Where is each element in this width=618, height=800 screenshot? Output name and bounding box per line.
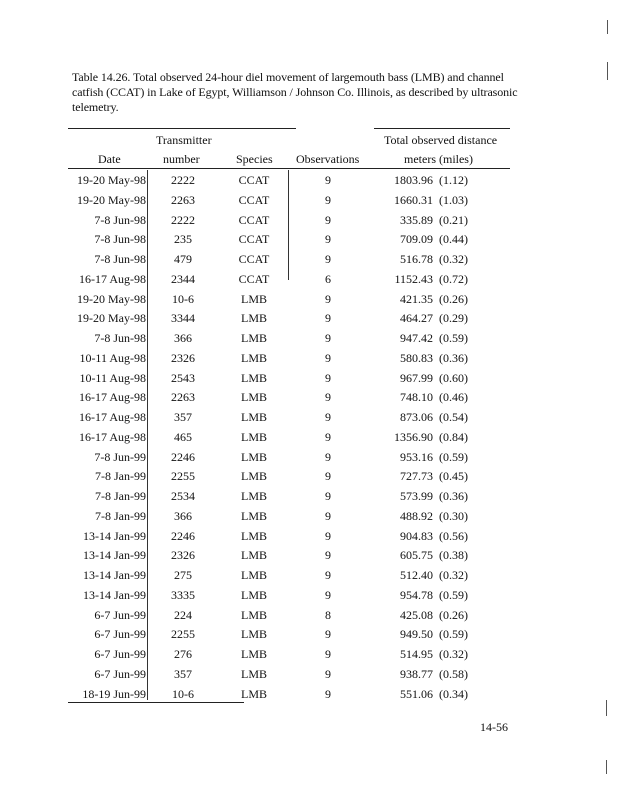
cell-distance-miles: (1.12) <box>439 173 468 187</box>
cell-distance-miles: (1.03) <box>439 193 468 207</box>
cell-date: 7-8 Jun-99 <box>94 450 146 464</box>
page-number: 14-56 <box>480 720 508 734</box>
cell-distance <box>374 469 468 483</box>
cell-observations: 9 <box>325 410 331 424</box>
cell-date: 19-20 May-98 <box>77 173 146 187</box>
cell-observations: 9 <box>325 371 331 385</box>
cell-transmitter-number: 2222 <box>171 213 195 227</box>
cell-distance <box>374 529 468 543</box>
cell-transmitter-number: 357 <box>174 410 192 424</box>
cell-date: 13-14 Jan-99 <box>83 548 146 562</box>
cell-date: 16-17 Aug-98 <box>79 430 146 444</box>
cell-species: LMB <box>240 450 267 464</box>
cell-species: LMB <box>240 667 267 681</box>
scan-mark <box>607 20 608 34</box>
table-bottom-rule <box>68 702 244 703</box>
cell-transmitter-number: 465 <box>174 430 192 444</box>
cell-distance-miles: (0.36) <box>439 351 468 365</box>
cell-distance-meters: 464.27 <box>400 311 433 325</box>
cell-distance-meters: 953.16 <box>400 450 433 464</box>
cell-distance <box>374 647 468 661</box>
cell-date: 16-17 Aug-98 <box>79 410 146 424</box>
cell-observations: 9 <box>325 667 331 681</box>
cell-distance-miles: (0.44) <box>439 232 468 246</box>
cell-species: CCAT <box>238 213 270 227</box>
cell-transmitter-number: 2326 <box>171 351 195 365</box>
cell-species: LMB <box>240 489 267 503</box>
cell-distance-meters: 1660.31 <box>394 193 433 207</box>
cell-transmitter-number: 2263 <box>171 390 195 404</box>
cell-distance-miles: (0.45) <box>439 469 468 483</box>
header-rule-left <box>68 128 296 129</box>
cell-distance-miles: (0.72) <box>439 272 468 286</box>
cell-date: 19-20 May-98 <box>77 311 146 325</box>
cell-transmitter-number: 10-6 <box>172 687 194 701</box>
header-species: Species <box>236 152 273 166</box>
cell-distance-meters: 516.78 <box>400 252 433 266</box>
cell-date: 7-8 Jun-98 <box>94 331 146 345</box>
cell-transmitter-number: 10-6 <box>172 292 194 306</box>
cell-transmitter-number: 2534 <box>171 489 195 503</box>
cell-date: 7-8 Jan-99 <box>95 469 146 483</box>
cell-observations: 9 <box>325 390 331 404</box>
cell-distance-meters: 938.77 <box>400 667 433 681</box>
cell-transmitter-number: 479 <box>174 252 192 266</box>
cell-species: LMB <box>240 548 267 562</box>
cell-distance <box>374 410 468 424</box>
table-caption: Table 14.26. Total observed 24-hour diel movement of largemouth bass (LMB) and channel catfish (CCAT) in Lake of Egypt, Williamson / Johnson Co. Illinois, as described by ultrasonic telemetry. <box>72 70 518 114</box>
cell-date: 6-7 Jun-99 <box>94 647 146 661</box>
cell-distance <box>374 311 468 325</box>
cell-distance-meters: 425.08 <box>400 608 433 622</box>
cell-distance-meters: 904.83 <box>400 529 433 543</box>
scan-mark <box>606 760 607 774</box>
cell-distance <box>374 608 468 622</box>
cell-date: 6-7 Jun-99 <box>94 667 146 681</box>
cell-date: 10-11 Aug-98 <box>79 371 146 385</box>
cell-observations: 9 <box>325 173 331 187</box>
cell-transmitter-number: 366 <box>174 331 192 345</box>
header-rule-right <box>374 128 510 129</box>
header-number: number <box>163 152 200 166</box>
cell-distance <box>374 489 468 503</box>
cell-date: 7-8 Jun-98 <box>94 213 146 227</box>
cell-observations: 6 <box>325 272 331 286</box>
cell-observations: 9 <box>325 232 331 246</box>
header-bottom-rule <box>68 168 510 169</box>
cell-transmitter-number: 2263 <box>171 193 195 207</box>
cell-distance-meters: 947.42 <box>400 331 433 345</box>
cell-date: 7-8 Jun-98 <box>94 232 146 246</box>
cell-species: LMB <box>240 627 267 641</box>
cell-observations: 9 <box>325 548 331 562</box>
cell-observations: 9 <box>325 568 331 582</box>
cell-distance <box>374 173 468 187</box>
cell-date: 13-14 Jan-99 <box>83 529 146 543</box>
header-transmitter: Transmitter <box>156 133 212 147</box>
cell-distance <box>374 430 468 444</box>
cell-observations: 9 <box>325 252 331 266</box>
cell-observations: 9 <box>325 450 331 464</box>
cell-distance <box>374 193 468 207</box>
cell-date: 16-17 Aug-98 <box>79 390 146 404</box>
cell-date: 19-20 May-98 <box>77 193 146 207</box>
cell-transmitter-number: 2246 <box>171 529 195 543</box>
cell-date: 18-19 Jun-99 <box>82 687 146 701</box>
cell-distance-meters: 1803.96 <box>394 173 433 187</box>
cell-distance-meters: 335.89 <box>400 213 433 227</box>
cell-distance-miles: (0.54) <box>439 410 468 424</box>
cell-species: LMB <box>240 647 267 661</box>
cell-distance-meters: 514.95 <box>400 647 433 661</box>
cell-distance-miles: (0.59) <box>439 450 468 464</box>
cell-transmitter-number: 276 <box>174 647 192 661</box>
cell-distance <box>374 687 468 701</box>
column-divider-species <box>288 170 289 280</box>
cell-transmitter-number: 3344 <box>171 311 195 325</box>
cell-distance-miles: (0.36) <box>439 489 468 503</box>
cell-distance-meters: 1356.90 <box>394 430 433 444</box>
cell-date: 6-7 Jun-99 <box>94 608 146 622</box>
cell-distance-miles: (0.84) <box>439 430 468 444</box>
cell-transmitter-number: 2255 <box>171 469 195 483</box>
cell-distance-miles: (0.26) <box>439 608 468 622</box>
cell-species: LMB <box>240 390 267 404</box>
cell-transmitter-number: 3335 <box>171 588 195 602</box>
cell-observations: 9 <box>325 430 331 444</box>
cell-distance-miles: (0.59) <box>439 627 468 641</box>
cell-species: LMB <box>240 292 267 306</box>
cell-distance-miles: (0.59) <box>439 331 468 345</box>
cell-observations: 9 <box>325 331 331 345</box>
cell-observations: 9 <box>325 193 331 207</box>
cell-species: LMB <box>240 687 267 701</box>
cell-species: LMB <box>240 588 267 602</box>
cell-distance-meters: 605.75 <box>400 548 433 562</box>
cell-species: LMB <box>240 529 267 543</box>
cell-distance-miles: (0.26) <box>439 292 468 306</box>
header-distance-units: meters (miles) <box>404 152 473 166</box>
header-distance: Total observed distance <box>384 133 498 147</box>
cell-date: 10-11 Aug-98 <box>79 351 146 365</box>
cell-distance-meters: 580.83 <box>400 351 433 365</box>
cell-species: LMB <box>240 351 267 365</box>
cell-distance-meters: 1152.43 <box>394 272 433 286</box>
cell-date: 6-7 Jun-99 <box>94 627 146 641</box>
cell-distance-miles: (0.34) <box>439 687 468 701</box>
cell-species: CCAT <box>238 193 270 207</box>
cell-transmitter-number: 224 <box>174 608 192 622</box>
cell-distance-miles: (0.32) <box>439 568 468 582</box>
cell-distance <box>374 568 468 582</box>
cell-distance-miles: (0.58) <box>439 667 468 681</box>
cell-distance <box>374 292 468 306</box>
cell-species: CCAT <box>238 232 270 246</box>
cell-distance-miles: (0.21) <box>439 213 468 227</box>
cell-transmitter-number: 2255 <box>171 627 195 641</box>
cell-distance-miles: (0.38) <box>439 548 468 562</box>
cell-observations: 9 <box>325 351 331 365</box>
cell-distance-miles: (0.46) <box>439 390 468 404</box>
cell-date: 13-14 Jan-99 <box>83 568 146 582</box>
cell-distance-meters: 949.50 <box>400 627 433 641</box>
cell-distance <box>374 252 468 266</box>
cell-transmitter-number: 235 <box>174 232 192 246</box>
cell-distance-miles: (0.30) <box>439 509 468 523</box>
cell-observations: 9 <box>325 647 331 661</box>
cell-transmitter-number: 2344 <box>171 272 195 286</box>
cell-species: LMB <box>240 509 267 523</box>
cell-transmitter-number: 2326 <box>171 548 195 562</box>
cell-distance-miles: (0.29) <box>439 311 468 325</box>
cell-species: CCAT <box>238 252 270 266</box>
header-observations: Observations <box>296 152 360 166</box>
scan-mark <box>607 62 608 80</box>
cell-transmitter-number: 275 <box>174 568 192 582</box>
cell-distance-meters: 954.78 <box>400 588 433 602</box>
cell-distance-meters: 727.73 <box>400 469 433 483</box>
cell-distance-miles: (0.56) <box>439 529 468 543</box>
cell-observations: 9 <box>325 627 331 641</box>
cell-date: 7-8 Jan-99 <box>95 489 146 503</box>
cell-species: LMB <box>240 568 267 582</box>
cell-distance <box>374 627 468 641</box>
cell-distance-miles: (0.32) <box>439 252 468 266</box>
cell-distance <box>374 667 468 681</box>
cell-distance <box>374 351 468 365</box>
cell-observations: 9 <box>325 311 331 325</box>
cell-transmitter-number: 2222 <box>171 173 195 187</box>
scan-mark <box>606 700 607 716</box>
cell-distance-meters: 873.06 <box>400 410 433 424</box>
cell-distance <box>374 588 468 602</box>
cell-distance <box>374 509 468 523</box>
cell-date: 19-20 May-98 <box>77 292 146 306</box>
cell-distance <box>374 272 468 286</box>
cell-observations: 8 <box>325 608 331 622</box>
cell-species: CCAT <box>238 272 270 286</box>
cell-species: LMB <box>240 608 267 622</box>
cell-distance <box>374 390 468 404</box>
cell-observations: 9 <box>325 213 331 227</box>
cell-species: LMB <box>240 469 267 483</box>
cell-date: 13-14 Jan-99 <box>83 588 146 602</box>
cell-species: LMB <box>240 410 267 424</box>
cell-date: 7-8 Jun-98 <box>94 252 146 266</box>
cell-distance-meters: 512.40 <box>400 568 433 582</box>
cell-observations: 9 <box>325 588 331 602</box>
cell-distance-meters: 573.99 <box>400 489 433 503</box>
cell-distance-miles: (0.32) <box>439 647 468 661</box>
cell-transmitter-number: 366 <box>174 509 192 523</box>
cell-observations: 9 <box>325 529 331 543</box>
cell-distance-meters: 748.10 <box>400 390 433 404</box>
cell-observations: 9 <box>325 509 331 523</box>
cell-species: LMB <box>240 371 267 385</box>
cell-distance-miles: (0.60) <box>439 371 468 385</box>
cell-distance <box>374 331 468 345</box>
cell-species: CCAT <box>238 173 270 187</box>
cell-distance <box>374 213 468 227</box>
column-divider-date <box>147 170 148 700</box>
cell-species: LMB <box>240 311 267 325</box>
cell-distance-meters: 488.92 <box>400 509 433 523</box>
cell-observations: 9 <box>325 292 331 306</box>
cell-species: LMB <box>240 331 267 345</box>
cell-observations: 9 <box>325 687 331 701</box>
cell-distance <box>374 371 468 385</box>
cell-date: 16-17 Aug-98 <box>79 272 146 286</box>
cell-distance <box>374 548 468 562</box>
cell-observations: 9 <box>325 469 331 483</box>
cell-transmitter-number: 357 <box>174 667 192 681</box>
cell-distance-meters: 551.06 <box>400 687 433 701</box>
cell-distance-meters: 709.09 <box>400 232 433 246</box>
cell-species: LMB <box>240 430 267 444</box>
cell-observations: 9 <box>325 489 331 503</box>
cell-distance-meters: 967.99 <box>400 371 433 385</box>
cell-distance-meters: 421.35 <box>400 292 433 306</box>
cell-transmitter-number: 2246 <box>171 450 195 464</box>
cell-distance <box>374 232 468 246</box>
cell-distance-miles: (0.59) <box>439 588 468 602</box>
cell-transmitter-number: 2543 <box>171 371 195 385</box>
cell-date: 7-8 Jan-99 <box>95 509 146 523</box>
header-date: Date <box>98 152 121 166</box>
cell-distance <box>374 450 468 464</box>
